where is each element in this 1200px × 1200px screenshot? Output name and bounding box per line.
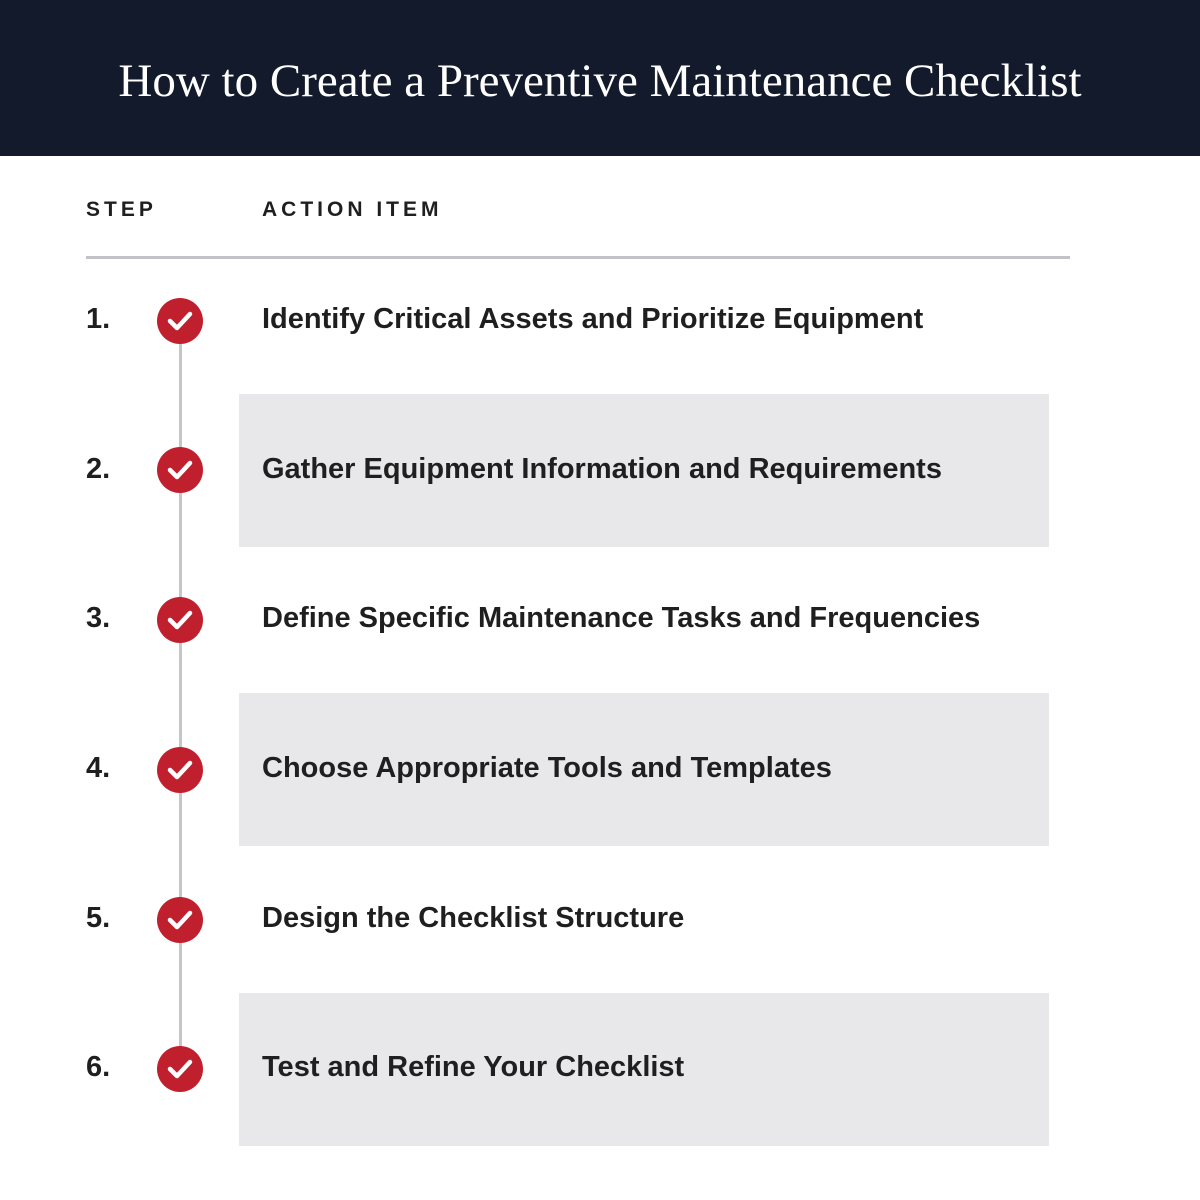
action-item-text: Identify Critical Assets and Prioritize Equipment: [262, 303, 924, 335]
page-title: How to Create a Preventive Maintenance Checklist: [118, 55, 1082, 107]
action-item-text: Choose Appropriate Tools and Templates: [262, 752, 832, 784]
step-number: 5.: [86, 902, 111, 934]
step-number: 6.: [86, 1051, 111, 1083]
step-number: 4.: [86, 752, 111, 784]
check-circle-icon: [157, 1046, 203, 1092]
step-number: 1.: [86, 303, 111, 335]
action-column-header: ACTION ITEM: [262, 198, 443, 221]
action-item-text: Define Specific Maintenance Tasks and Frequencies: [262, 602, 981, 634]
action-item-text: Gather Equipment Information and Requirements: [262, 453, 942, 485]
check-circle-icon: [157, 747, 203, 793]
check-circle-icon: [157, 298, 203, 344]
step-number: 3.: [86, 602, 111, 634]
action-item-text: Test and Refine Your Checklist: [262, 1051, 685, 1083]
header-divider: [86, 256, 1070, 259]
timeline-line: [179, 320, 182, 1070]
check-circle-icon: [157, 597, 203, 643]
check-circle-icon: [157, 447, 203, 493]
step-number: 2.: [86, 453, 111, 485]
check-circle-icon: [157, 897, 203, 943]
action-item-text: Design the Checklist Structure: [262, 902, 685, 934]
header-banner: [0, 0, 1200, 156]
step-column-header: STEP: [86, 198, 157, 221]
